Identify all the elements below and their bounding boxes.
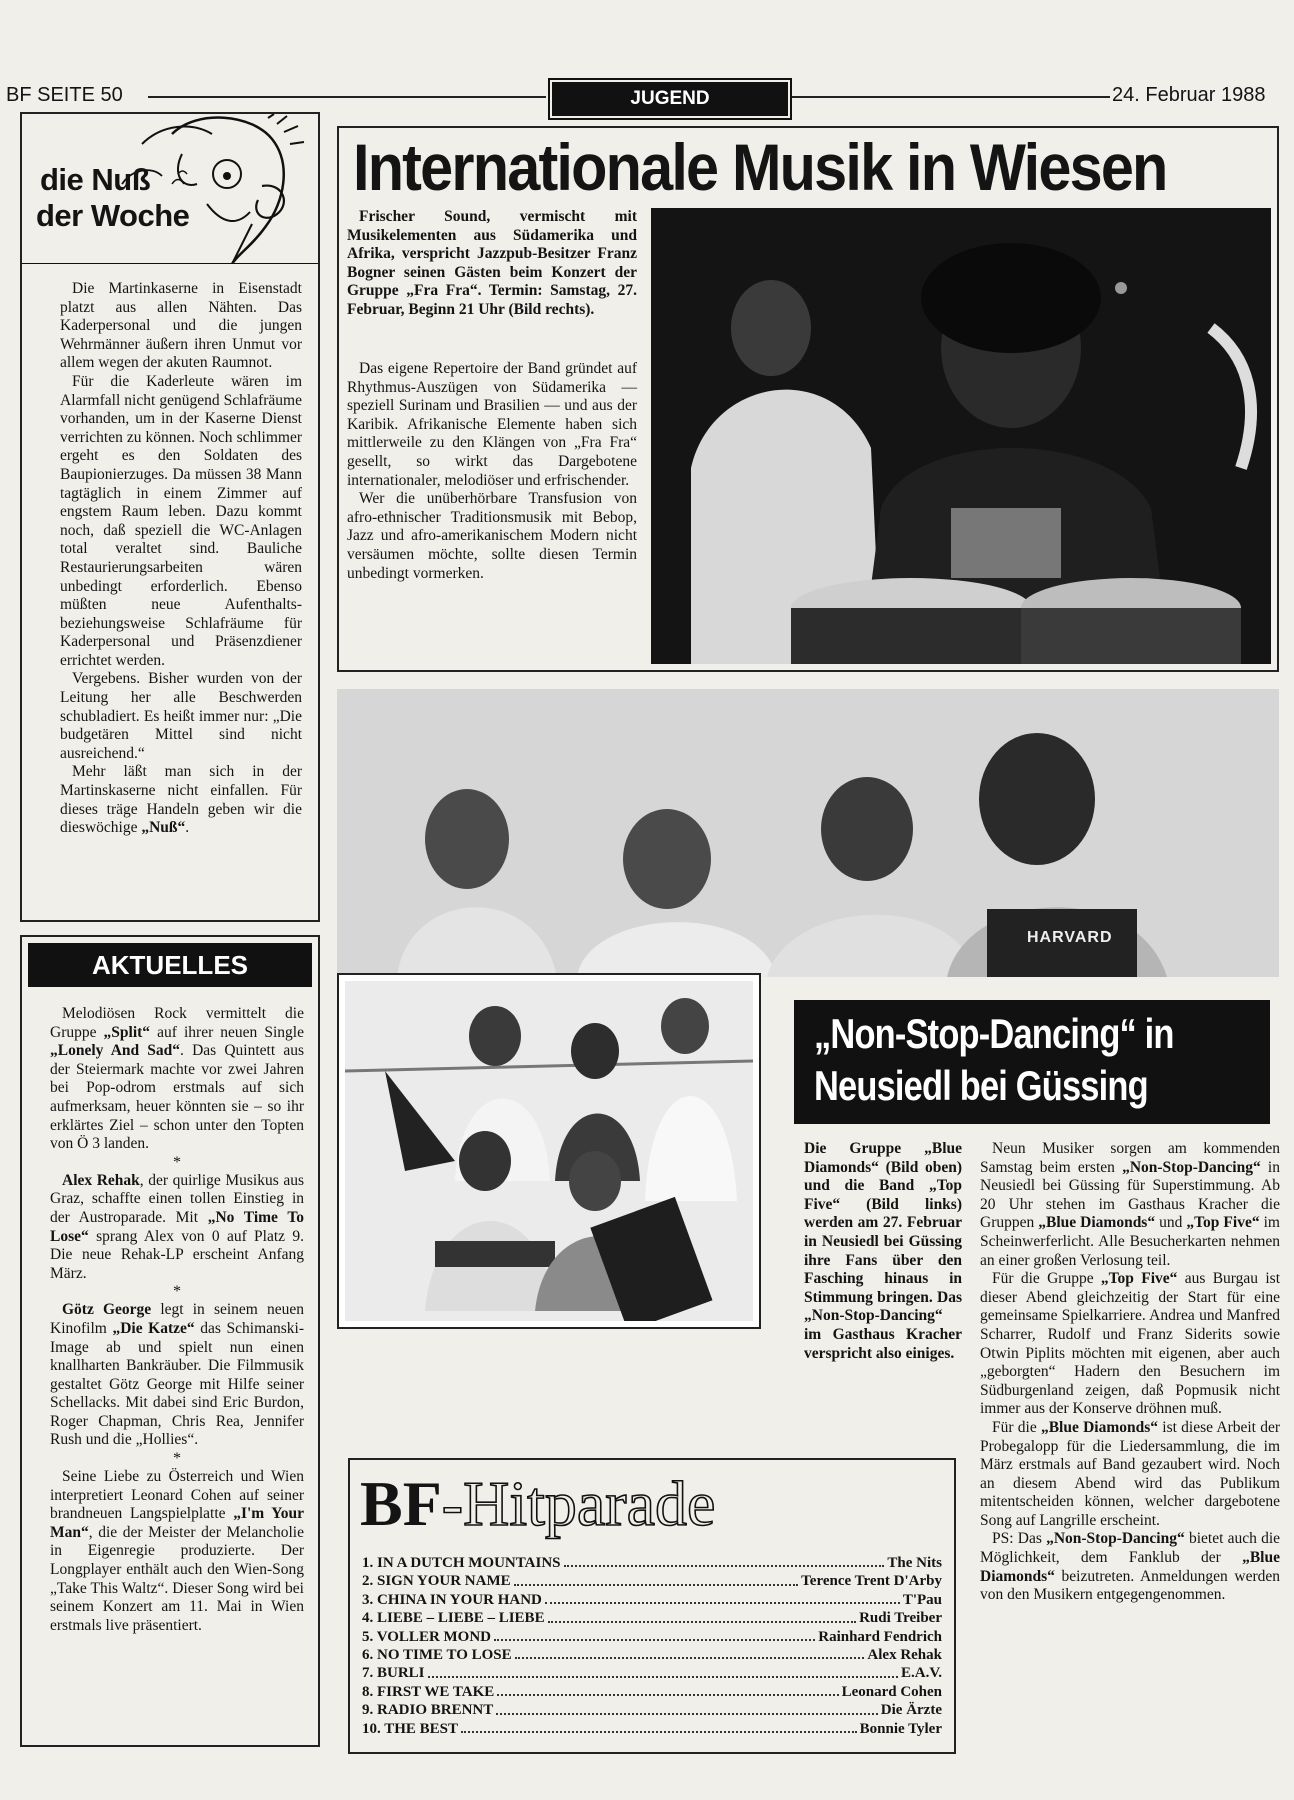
dancing-headline-line1: „Non-Stop-Dancing“ in — [814, 1010, 1174, 1057]
leader-dots — [428, 1664, 898, 1677]
leader-dots — [496, 1701, 878, 1714]
nuss-paragraph: Vergebens. Bisher wurden von der Leitung her alle Beschwerden schubladiert. Es heißt immer nur: „Die budgetären Mittel sind nicht ausreichend.“ — [60, 670, 302, 762]
text-run: bietet auch die Möglichkeit, dem Fanklub der — [980, 1530, 1281, 1567]
leader-dots — [514, 1572, 799, 1585]
hitparade-entry — [362, 1591, 942, 1609]
text-run: beizutreten. Anmeldungen werden von den Musikern entgegengenommen. — [980, 1567, 1280, 1604]
text-run: Neun Musiker sorgen am kommenden Samstag beim ersten — [980, 1140, 1280, 1176]
leader-dots — [497, 1683, 838, 1696]
nuss-box — [20, 112, 320, 922]
text-run: im Scheinwerferlicht. Alle Besucherkarten nehmen an einer großen Verlosung teil. — [980, 1214, 1280, 1269]
emphasis: „Split“ — [103, 1023, 151, 1041]
main-article-text — [347, 208, 637, 320]
leader-dots — [548, 1609, 856, 1622]
dancing-headline-line2: Neusiedl bei Güssing — [814, 1062, 1148, 1109]
hitparade-entry — [362, 1572, 942, 1590]
hitparade-entry-title: 8. FIRST WE TAKE — [362, 1683, 495, 1700]
hitparade-entry — [362, 1664, 942, 1682]
hitparade-entry-title: 6. NO TIME TO LOSE — [362, 1647, 512, 1664]
text-run: und — [1155, 1214, 1187, 1232]
text-run: in Neusiedl bei Güssing für Superstimmung. Ab 20 Uhr stehen im Gasthaus Kracher die Gruppen — [980, 1158, 1280, 1232]
hitparade-entry-artist: The Nits — [887, 1555, 942, 1571]
hitparade-entry-title: 7. BURLI — [362, 1665, 425, 1682]
text-run: Melodiösen Rock vermittelt die Gruppe — [50, 1005, 304, 1041]
blue-diamonds-photo — [337, 689, 1279, 977]
hitparade-entry-artist: Leonard Cohen — [841, 1683, 942, 1700]
emphasis: „Die Katze“ — [112, 1319, 195, 1337]
aktuelles-paragraph — [50, 1172, 304, 1284]
emphasis: „Non-Stop-Dancing“ — [1046, 1530, 1185, 1548]
emphasis: „Non-Stop-Dancing“ — [1122, 1158, 1261, 1176]
leader-dots — [494, 1628, 815, 1641]
main-headline: Internationale Musik in Wiesen — [353, 130, 1167, 204]
aktuelles-box — [20, 935, 320, 1747]
dancing-intro — [804, 1140, 962, 1363]
emphasis: „Lonely And Sad“ — [50, 1042, 181, 1060]
hitparade-entry-artist: Rudi Treiber — [859, 1610, 942, 1627]
emphasis: Alex Rehak — [62, 1171, 140, 1189]
hitparade-entry — [362, 1683, 942, 1701]
aktuelles-paragraph — [50, 1005, 304, 1154]
hitparade-entry-title: 1. IN A DUTCH MOUNTAINS — [362, 1555, 561, 1571]
emphasis: „Blue Diamonds“ — [980, 1549, 1280, 1585]
hitparade-entry-artist: T'Pau — [902, 1591, 942, 1608]
main-lead: Frischer Sound, vermischt mit Musikelementen aus Südamerika und Afrika, verspricht Jazzpub-Besitzer Franz Bogner seinen Gästen beim Konzert der Gruppe „Fra Fra“. Termin: Samstag, 27. Februar, Beginn 21 Uhr (Bild rechts). — [347, 208, 637, 318]
hitparade-entry-artist: Terence Trent D'Arby — [801, 1573, 942, 1590]
frafra-photo — [651, 208, 1271, 664]
hitparade-entry — [362, 1628, 942, 1646]
nuss-paragraph: Die Martinkaserne in Eisenstadt platzt aus allen Nähten. Das Kaderpersonal und die jungen Wehrmänner äußern ihren Unmut vor allem wegen der akuten Raumnot. — [60, 280, 302, 372]
header-rule-left — [148, 96, 546, 98]
nuss-paragraph — [60, 763, 302, 837]
main-paragraph: Das eigene Repertoire der Band gründet auf Rhythmus-Auszügen von Südamerika — speziell Surinam und Brasilien — und aus der Karibik. Afrikanische Elemente haben sich mittlerweile zu den Klängen von „Fra Fra“ gesellt, so wirkt das Dargebotene internationaler, melodiöser und erfrischender. — [347, 360, 637, 489]
hitparade-entry — [362, 1609, 942, 1627]
nuss-text-run: . — [185, 819, 190, 837]
section-label: JUGEND — [552, 82, 788, 116]
text-run: , der quirlige Musikus aus Graz, schaffte einen tollen Einstieg in der Austroparade. Mit — [50, 1171, 304, 1226]
header-rule-right — [792, 96, 1110, 98]
hitparade-entry-title: 10. THE BEST — [362, 1720, 459, 1737]
hitparade-entry-title: 3. CHINA IN YOUR HAND — [362, 1591, 542, 1608]
hitparade-entry-artist: Bonnie Tyler — [859, 1720, 942, 1737]
emphasis: „Blue Diamonds“ — [1038, 1214, 1156, 1232]
nuss-logo — [22, 114, 318, 264]
leader-dots — [461, 1720, 857, 1733]
hitparade-entry-artist: Die Ärzte — [880, 1702, 942, 1719]
photo-illustration — [651, 208, 1271, 664]
hitparade-title-outline: -Hitparade — [441, 1468, 716, 1539]
aktuelles-title: AKTUELLES — [28, 943, 312, 987]
text-run: sprang Alex von 0 auf Platz 9. Die neue Rehak-LP erscheint Anfang März. — [50, 1227, 304, 1282]
page-number: BF SEITE 50 — [6, 84, 123, 106]
text-run: legt in seinem neuen Kinofilm — [50, 1301, 305, 1337]
emphasis: „No Time To Lose“ — [50, 1208, 304, 1245]
top-five-photo-frame — [337, 973, 761, 1329]
text-run: PS: Das — [992, 1530, 1047, 1548]
emphasis: „Top Five“ — [1100, 1270, 1178, 1288]
hitparade-entry-artist: E.A.V. — [901, 1665, 942, 1682]
hitparade-entry — [362, 1701, 942, 1719]
aktuelles-paragraph — [50, 1301, 304, 1450]
hitparade-box — [348, 1458, 956, 1754]
text-run: aus Burgau ist dieser Abend gleichzeitig der Start für eine gemeinsame Spielkarriere. Andrea und Manfred Scharrer, Rudolf und Franz Siderits sowie Otwin Piplits möchten mit eigenen, aber auch „geborgten“ Hadern den Besuchern im Südburgenland zeigen, daß Popmusik nicht immer aus der Konserve dröhnen muß. — [980, 1270, 1280, 1418]
text-run: Für die Gruppe — [992, 1270, 1101, 1288]
emphasis: „Blue Diamonds“ — [1040, 1418, 1159, 1436]
main-article-text-body — [347, 360, 637, 583]
dancing-paragraph — [980, 1419, 1280, 1531]
text-run: . Das Quintett aus der Steiermark machte vor zwei Jahren bei Pop-odrom erstmals auf sich aufmerksam, heuer könnten sie – so ihr erklärtes Ziel – schon unter den Topten von Ö 3 landen. — [50, 1042, 304, 1153]
aktuelles-text — [50, 1005, 304, 1635]
leader-dots — [545, 1591, 900, 1604]
hitparade-entry — [362, 1646, 942, 1664]
dancing-intro-paragraph: Die Gruppe „Blue Diamonds“ (Bild oben) und die Band „Top Five“ (Bild links) werden am 27. Februar in Neusiedl bei Güssing ihre Fans über den Fasching hinaus in Stimmung bringen. Das „Non-Stop-Dancing“ im Gasthaus Kracher verspricht also einiges. — [804, 1140, 962, 1362]
separator-star: * — [173, 1153, 181, 1171]
text-run: auf ihrer neuen Single — [150, 1023, 304, 1041]
emphasis: „Top Five“ — [1186, 1214, 1260, 1232]
hitparade-entry — [362, 1554, 942, 1572]
text-run: ist diese Arbeit der Probegalopp für die Liedersammlung, die im März erstmals auf Band gezaubert wird. Noch an diesem Abend wird das Publikum mitentscheiden können, welcher dargebotene Song auf Langrille erscheint. — [980, 1418, 1281, 1529]
hitparade-entry-title: 2. SIGN YOUR NAME — [362, 1573, 511, 1590]
nuss-text-run: Mehr läßt man sich in der Martinskaserne nicht einfallen. Für dieses träge Handeln geben wir die dieswöchige — [60, 763, 302, 837]
nuss-paragraph: Für die Kaderleute wären im Alarmfall nicht genügend Schlafräume vorhanden, um in der Kaserne Dienst verrichten zu können. Noch schlimmer ergeht es den Soldaten des Baupionierzuges. Da müssen 38 Mann tagtäglich in einem Zimmer auf engstem Raum leben. Dazu kommt noch, daß speziell die WC-Anlagen total veraltet sind. Bauliche Restaurierungsarbeiten wären unbedingt erforderlich. Ebenso müßten neue Aufenthalts- beziehungsweise Schlafräume für Kaderpersonal und Präsenzdiener errichtet werden. — [60, 372, 302, 669]
dancing-text — [980, 1140, 1280, 1605]
hitparade-entry-title: 4. LIEBE – LIEBE – LIEBE — [362, 1610, 545, 1627]
leader-dots — [564, 1554, 885, 1567]
issue-date: 24. Februar 1988 — [1112, 84, 1266, 106]
hitparade-entry-artist: Alex Rehak — [867, 1647, 942, 1664]
dancing-headline-box — [794, 1000, 1270, 1124]
band-photo-illustration — [345, 981, 753, 1321]
hitparade-entry-title: 9. RADIO BRENNT — [362, 1702, 494, 1719]
text-run: Für die — [992, 1418, 1041, 1436]
emphasis: Götz George — [62, 1301, 152, 1319]
nuss-logo-line2: der Woche — [36, 198, 190, 233]
text-run: das Schimanski-Image ab und spielt nun einen knallharten Bankräuber. Die Filmmusik gestaltet Götz George mit Hilfe seiner Schellacks. Mit dabei sind Eric Burdon, Roger Chapman, Chris Rea, Jennifer Rush und die „Hollies“. — [50, 1319, 305, 1449]
hitparade-entry-artist: Rainhard Fendrich — [818, 1628, 942, 1645]
text-run: Seine Liebe zu Österreich und Wien interpretiert Leonard Cohen auf seiner brandneuen Langspielplatte — [50, 1468, 304, 1523]
dancing-paragraph — [980, 1270, 1280, 1419]
hitparade-entry — [362, 1720, 942, 1738]
nuss-logo-line1: die Nuß — [40, 162, 151, 197]
nuss-text — [60, 280, 302, 838]
hitparade-entry-title: 5. VOLLER MOND — [362, 1628, 492, 1645]
main-paragraph: Wer die unüberhörbare Transfusion von afro-ethnischer Traditionsmusik mit Bebop, Jazz und afro-amerikanischem Modern nicht versäumen möchte, sollte diesen Termin unbedingt vormerken. — [347, 490, 637, 582]
leader-dots — [515, 1646, 865, 1659]
main-article-box — [337, 126, 1279, 672]
emphasis: „I'm Your Man“ — [50, 1505, 304, 1541]
shirt-text: HARVARD — [1027, 929, 1113, 946]
hitparade-title-bold: BF — [360, 1468, 442, 1539]
separator-star: * — [173, 1283, 181, 1301]
hitparade-title — [360, 1466, 715, 1542]
aktuelles-paragraph — [50, 1468, 304, 1635]
separator-star: * — [173, 1450, 181, 1468]
band-photo-illustration — [337, 689, 1279, 977]
nuss-emphasis: „Nuß“ — [141, 819, 186, 837]
top-five-photo — [345, 981, 753, 1321]
dancing-paragraph — [980, 1140, 1280, 1270]
hitparade-list — [362, 1554, 942, 1738]
text-run: , die der Meister der Melancholie in Eigenregie produzierte. Der Longplayer enthält auch den Wien-Song „Take This Waltz“. Dieser Song wird bei seinem Konzert am 11. Mai in Wien erstmals live präsentiert. — [50, 1523, 304, 1634]
dancing-paragraph — [980, 1530, 1280, 1604]
